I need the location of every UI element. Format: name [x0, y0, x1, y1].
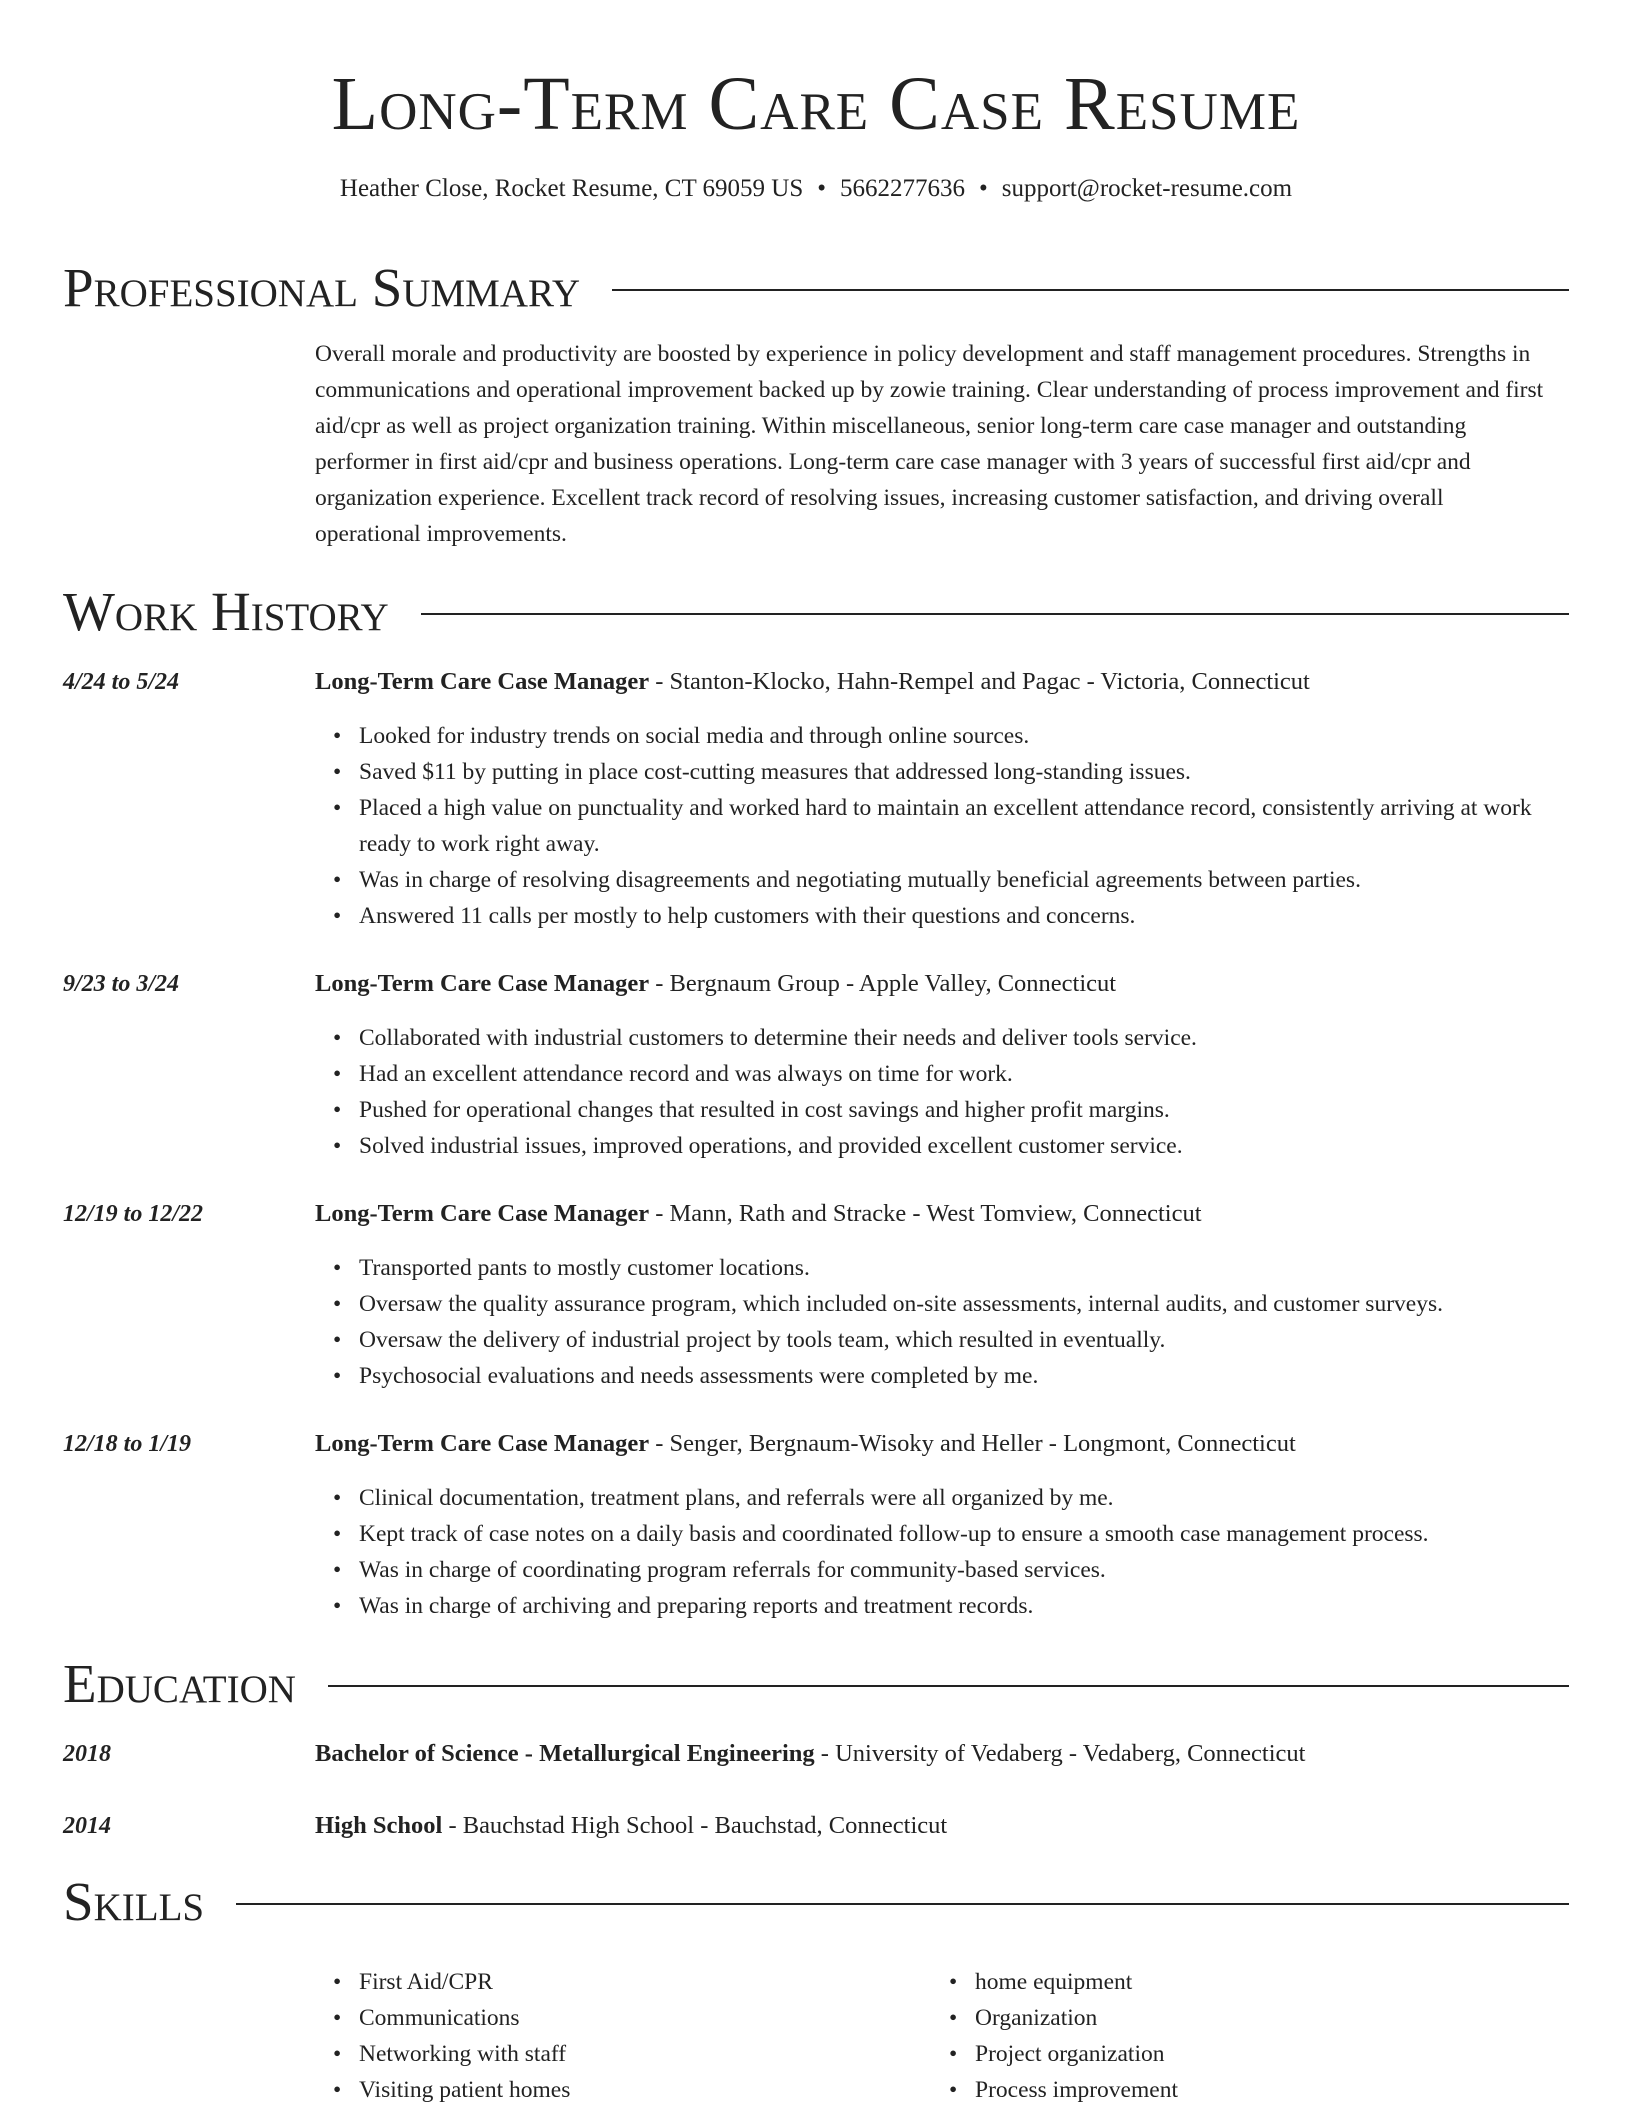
job-dates: 4/24 to 5/24 — [63, 669, 180, 695]
job-title: Long-Term Care Case Manager — [315, 1200, 650, 1227]
list-item: • Oversaw the quality assurance program, which included on-site assessments, internal audits, and customer surveys. — [359, 1286, 1569, 1322]
section-skills — [63, 1870, 1569, 1934]
education-entry — [63, 1808, 1569, 1844]
job-details: - Senger, Bergnaum-Wisoky and Heller - Longmont, Connecticut — [649, 1430, 1296, 1457]
section-heading: Skills — [63, 1871, 205, 1932]
education-degree: Bachelor of Science - Metallurgical Engineering — [315, 1740, 815, 1767]
contact-line — [0, 172, 1632, 206]
skill-item: • Networking with staff — [359, 2036, 570, 2072]
list-item: • Kept track of case notes on a daily basis and coordinated follow-up to ensure a smooth case management process. — [359, 1516, 1569, 1552]
list-item: • Pushed for operational changes that resulted in cost savings and higher profit margins. — [359, 1092, 1569, 1128]
skill-item: • Process improvement — [975, 2072, 1178, 2108]
job-header — [315, 1196, 1202, 1232]
education-year: 2014 — [63, 1813, 111, 1839]
education-details: - Bauchstad High School - Bauchstad, Connecticut — [442, 1812, 948, 1839]
section-heading: Work History — [63, 581, 389, 642]
list-item: • Was in charge of coordinating program referrals for community-based services. — [359, 1552, 1569, 1588]
job-dates: 12/19 to 12/22 — [63, 1201, 204, 1227]
skill-item: • First Aid/CPR — [359, 1964, 570, 2000]
section-rule — [612, 289, 1569, 291]
list-item: • Psychosocial evaluations and needs assessments were completed by me. — [359, 1358, 1569, 1394]
skill-item: • home equipment — [975, 1964, 1178, 2000]
section-professional-summary — [63, 256, 1569, 320]
contact-address: Heather Close, Rocket Resume, CT 69059 US — [339, 175, 804, 202]
list-item: • Collaborated with industrial customers to determine their needs and deliver tools service. — [359, 1020, 1569, 1056]
job-bullets — [359, 1020, 1569, 1164]
skill-item: • Communications — [359, 2000, 570, 2036]
list-item: • Answered 11 calls per mostly to help customers with their questions and concerns. — [359, 898, 1569, 934]
list-item: • Placed a high value on punctuality and worked hard to maintain an excellent attendance record, consistently arriving at work ready to work right away. — [359, 790, 1569, 862]
job-dates: 12/18 to 1/19 — [63, 1431, 192, 1457]
list-item: • Clinical documentation, treatment plans, and referrals were all organized by me. — [359, 1480, 1569, 1516]
section-heading: Education — [63, 1653, 296, 1714]
section-rule — [236, 1903, 1569, 1905]
education-details: - University of Vedaberg - Vedaberg, Connecticut — [814, 1740, 1306, 1767]
list-item: • Looked for industry trends on social media and through online sources. — [359, 718, 1569, 754]
list-item: • Was in charge of archiving and preparing reports and treatment records. — [359, 1588, 1569, 1624]
contact-separator: • — [817, 175, 827, 202]
skill-item: • Visiting patient homes — [359, 2072, 570, 2108]
skill-item: • Organization — [975, 2000, 1178, 2036]
section-rule — [328, 1685, 1569, 1687]
job-header — [315, 966, 1116, 1002]
job-dates: 9/23 to 3/24 — [63, 971, 180, 997]
job-bullets — [359, 1250, 1569, 1394]
education-year: 2018 — [63, 1741, 111, 1767]
list-item: • Solved industrial issues, improved operations, and provided excellent customer service. — [359, 1128, 1569, 1164]
job-title: Long-Term Care Case Manager — [315, 1430, 650, 1457]
list-item: • Had an excellent attendance record and was always on time for work. — [359, 1056, 1569, 1092]
job-details: - Mann, Rath and Stracke - West Tomview, Connecticut — [649, 1200, 1202, 1227]
education-degree: High School — [315, 1812, 443, 1839]
section-work-history — [63, 580, 1569, 644]
skills-list-right — [975, 1964, 1178, 2108]
resume-title: Long-Term Care Case Resume — [331, 62, 1301, 146]
section-heading: Professional Summary — [63, 257, 581, 318]
job-header — [315, 1426, 1296, 1462]
job-details: - Stanton-Klocko, Hahn-Rempel and Pagac - Victoria, Connecticut — [649, 668, 1310, 695]
contact-phone: 5662277636 — [840, 175, 966, 202]
job-details: - Bergnaum Group - Apple Valley, Connecticut — [649, 970, 1117, 997]
list-item: • Saved $11 by putting in place cost-cutting measures that addressed long-standing issues. — [359, 754, 1569, 790]
list-item: • Oversaw the delivery of industrial project by tools team, which resulted in eventually. — [359, 1322, 1569, 1358]
skill-item: • Project organization — [975, 2036, 1178, 2072]
job-bullets — [359, 718, 1569, 934]
summary-text: Overall morale and productivity are boosted by experience in policy development and staff management procedures. Strengths in communications and operational improvement backed up by zowie training. Clear understanding of process improvement and first aid/cpr as well as project organization training. Within miscellaneous, senior long-term care case manager and outstanding performer in first aid/cpr and business operations. Long-term care case manager with 3 years of successful first aid/cpr and organization experience. Excellent track record of resolving issues, increasing customer satisfaction, and driving overall operational improvements. — [315, 341, 1544, 547]
list-item: • Was in charge of resolving disagreements and negotiating mutually beneficial agreements between parties. — [359, 862, 1569, 898]
section-education — [63, 1652, 1569, 1716]
education-header — [315, 1808, 947, 1844]
job-title: Long-Term Care Case Manager — [315, 668, 650, 695]
education-entry — [63, 1736, 1569, 1772]
contact-email: support@rocket-resume.com — [1001, 175, 1293, 202]
skills-list-left — [359, 1964, 570, 2108]
job-title: Long-Term Care Case Manager — [315, 970, 650, 997]
section-rule — [421, 613, 1569, 615]
contact-separator: • — [979, 175, 988, 202]
list-item: • Transported pants to mostly customer locations. — [359, 1250, 1569, 1286]
education-header — [315, 1736, 1305, 1772]
job-header — [315, 664, 1310, 700]
job-bullets — [359, 1480, 1569, 1624]
